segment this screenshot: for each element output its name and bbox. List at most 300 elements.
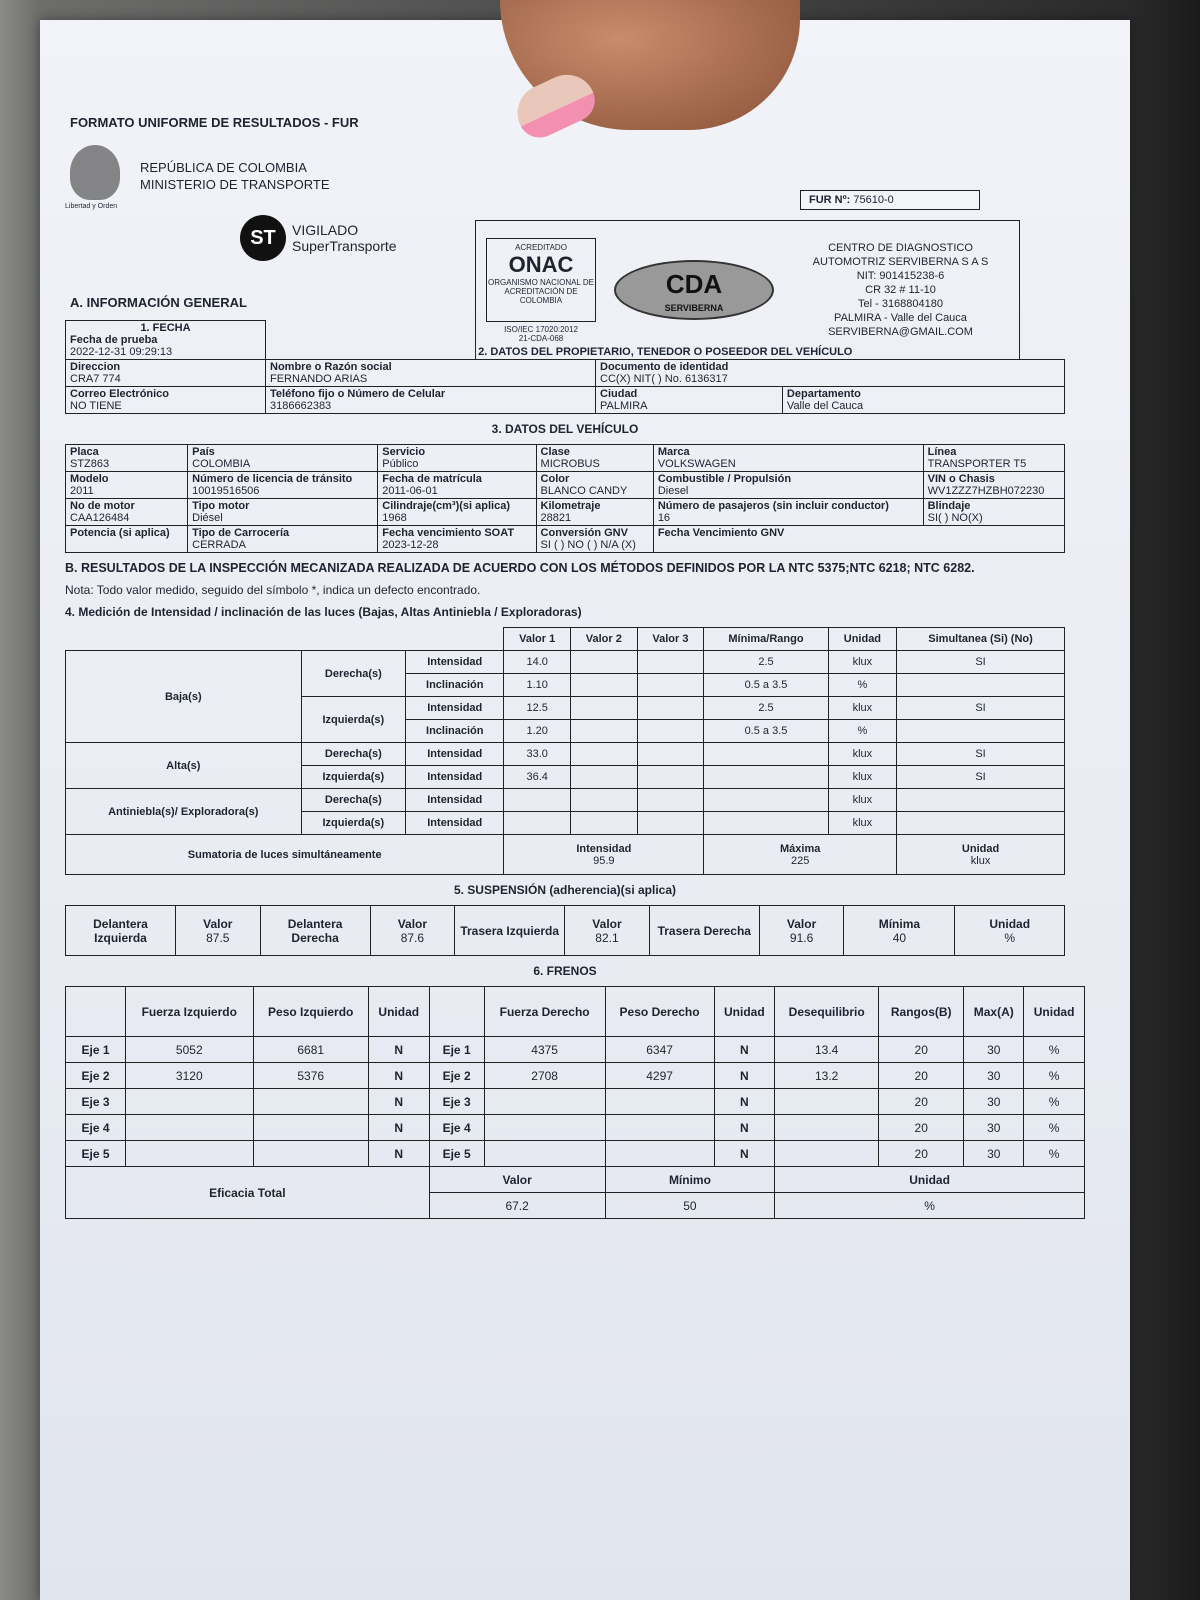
- brake-weight-right: 4297: [605, 1063, 714, 1089]
- light-minimum: [704, 789, 828, 812]
- vehicle-field-value: SI ( ) NO ( ) N/A (X): [540, 539, 636, 551]
- brake-range: 20: [879, 1089, 964, 1115]
- brake-axle-label: Eje 4: [66, 1115, 126, 1141]
- suspension-min-label: Mínima: [878, 916, 921, 931]
- table-cell: [66, 987, 126, 1037]
- light-measure: Intensidad: [406, 812, 504, 835]
- correo-value: NO TIENE: [70, 400, 122, 412]
- sum-unit-value: klux: [970, 854, 991, 867]
- light-valor2: [571, 766, 638, 789]
- brake-header: Unidad: [714, 987, 775, 1037]
- vehicle-field-label: Combustible / Propulsión: [657, 473, 792, 485]
- brake-weight-left: [253, 1141, 368, 1167]
- vehicle-field: [536, 526, 653, 553]
- fur-number-box: [800, 190, 980, 210]
- suspension-valor-label: Valor: [592, 916, 622, 931]
- light-valor1: [504, 789, 571, 812]
- table-row: [66, 835, 1065, 875]
- center-line: NIT: 901415238-6: [856, 270, 945, 282]
- ciudad-label: Ciudad: [600, 388, 638, 400]
- ministry-text: MINISTERIO DE TRANSPORTE: [140, 177, 330, 192]
- vehicle-field: [536, 472, 653, 499]
- light-valor1: 14.0: [504, 651, 571, 674]
- onac-code: 21-CDA-068: [518, 333, 564, 343]
- table-row: [66, 1037, 1085, 1063]
- vehicle-field-value: 2011-06-01: [382, 485, 438, 497]
- brake-header: Peso Derecho: [605, 987, 714, 1037]
- vehicle-field-label: País: [192, 446, 215, 458]
- light-unit: %: [828, 674, 896, 697]
- nombre-label: Nombre o Razón social: [270, 361, 392, 373]
- light-measure: Inclinación: [406, 674, 504, 697]
- light-measure: Intensidad: [406, 697, 504, 720]
- brake-max: 30: [964, 1037, 1024, 1063]
- vehicle-field-label: Cilindraje(cm³)(si aplica): [382, 500, 511, 512]
- brake-imbalance: [775, 1089, 879, 1115]
- table-row: [66, 987, 1085, 1037]
- suspension-unit: %: [1004, 930, 1016, 945]
- brake-percent-unit: %: [1024, 1141, 1085, 1167]
- vehicle-field: [66, 499, 188, 526]
- brake-unit: N: [714, 1115, 775, 1141]
- light-unit: klux: [828, 789, 896, 812]
- vehicle-field: [378, 526, 536, 553]
- brake-unit: N: [714, 1089, 775, 1115]
- suspension-table: [65, 905, 1105, 956]
- lights-header: Unidad: [828, 628, 896, 651]
- light-side: Derecha(s): [301, 651, 406, 697]
- light-valor3: [637, 766, 704, 789]
- light-measure: Inclinación: [406, 720, 504, 743]
- suspension-value: [370, 906, 455, 956]
- brake-unit: N: [368, 1037, 429, 1063]
- direccion-value: CRA7 774: [70, 373, 121, 385]
- st-logo-icon: ST: [240, 215, 286, 261]
- suspension-value: [565, 906, 650, 956]
- direccion-label: Direccion: [70, 361, 121, 373]
- brake-header: Unidad: [368, 987, 429, 1037]
- table-row: [66, 1063, 1085, 1089]
- vehicle-field-label: Marca: [657, 446, 690, 458]
- vehicle-field: [378, 499, 536, 526]
- light-valor2: [571, 720, 638, 743]
- vehicle-field-value: STZ863: [70, 458, 110, 470]
- suspension-position: Delantera Izquierda: [66, 906, 176, 956]
- light-valor1: 33.0: [504, 743, 571, 766]
- light-measure: Intensidad: [406, 766, 504, 789]
- vehicle-field: [188, 526, 378, 553]
- table-row: [66, 1167, 1085, 1193]
- brake-force-right: [484, 1141, 605, 1167]
- fecha-label: Fecha de prueba: [70, 334, 158, 346]
- light-group: Antiniebla(s)/ Exploradora(s): [66, 789, 302, 835]
- vehicle-field-label: Color: [540, 473, 570, 485]
- cda-logo-text: CDA: [665, 269, 723, 299]
- table-row: [66, 445, 1065, 472]
- table-cell: [66, 628, 504, 651]
- suspension-valor: 87.5: [206, 930, 230, 945]
- vehicle-field: [653, 499, 923, 526]
- brake-weight-left: 6681: [253, 1037, 368, 1063]
- owner-section-title: 2. DATOS DEL PROPIETARIO, TENEDOR O POSEEDOR DEL VEHÍCULO: [478, 346, 853, 358]
- brake-force-right: [484, 1115, 605, 1141]
- light-unit: klux: [828, 651, 896, 674]
- vehicle-field-label: No de motor: [70, 500, 135, 512]
- documento-value: CC(X) NIT( ) No. 6136317: [600, 373, 728, 385]
- lights-header: Valor 2: [571, 628, 638, 651]
- light-simultaneous: [897, 674, 1065, 697]
- brake-range: 20: [879, 1037, 964, 1063]
- vehicle-field-label: Número de pasajeros (sin incluir conductor): [657, 500, 889, 512]
- center-line: CR 32 # 11-10: [865, 284, 936, 296]
- eficacia-total-label: Eficacia Total: [66, 1167, 430, 1219]
- vehicle-field-value: Público: [382, 458, 419, 470]
- light-measure: Intensidad: [406, 743, 504, 766]
- light-unit: %: [828, 720, 896, 743]
- vehicle-field: [188, 499, 378, 526]
- brake-weight-right: [605, 1115, 714, 1141]
- light-valor3: [637, 697, 704, 720]
- vehicle-field-label: Tipo motor: [192, 500, 250, 512]
- suspension-position: Trasera Derecha: [649, 906, 759, 956]
- lights-section-title: 4. Medición de Intensidad / inclinación de las luces (Bajas, Altas Antiniebla / Exploradoras): [65, 605, 582, 619]
- light-measure: Intensidad: [406, 789, 504, 812]
- vehicle-field-value: 28821: [540, 512, 572, 524]
- light-valor3: [637, 743, 704, 766]
- light-simultaneous: SI: [897, 743, 1065, 766]
- light-minimum: [704, 812, 828, 835]
- sum-max-label: Máxima: [780, 842, 821, 855]
- brakes-table: [65, 986, 1105, 1219]
- light-valor3: [637, 720, 704, 743]
- light-simultaneous: SI: [897, 697, 1065, 720]
- brake-force-left: 3120: [126, 1063, 254, 1089]
- brake-imbalance: [775, 1115, 879, 1141]
- suspension-section-title: 5. SUSPENSIÓN (adherencia)(si aplica): [453, 883, 677, 897]
- brake-weight-left: 5376: [253, 1063, 368, 1089]
- general-info: [65, 320, 1105, 414]
- vehicle-field: [536, 499, 653, 526]
- brake-range: 20: [879, 1063, 964, 1089]
- onac-acreditado: ACREDITADO: [515, 242, 567, 252]
- table-row: [66, 1141, 1085, 1167]
- light-group: Alta(s): [66, 743, 302, 789]
- light-minimum: 0.5 a 3.5: [704, 720, 828, 743]
- fecha-title: 1. FECHA: [140, 322, 191, 334]
- vehicle-field-value: MICROBUS: [540, 458, 600, 470]
- table-row: [66, 499, 1065, 526]
- light-minimum: [704, 743, 828, 766]
- vehicle-field-label: Conversión GNV: [540, 527, 628, 539]
- nombre-value: FERNANDO ARIAS: [270, 373, 368, 385]
- brake-header: Peso Izquierdo: [253, 987, 368, 1037]
- light-simultaneous: SI: [897, 766, 1065, 789]
- ciudad-value: PALMIRA: [600, 400, 648, 412]
- light-minimum: 2.5: [704, 697, 828, 720]
- suspension-value: [759, 906, 844, 956]
- light-side: Derecha(s): [301, 743, 406, 766]
- light-simultaneous: [897, 812, 1065, 835]
- vehicle-field-label: Tipo de Carrocería: [192, 527, 290, 539]
- vehicle-field-value: WV1ZZZ7HZBH072230: [927, 485, 1045, 497]
- form-body: [65, 320, 1105, 1227]
- correo-label: Correo Electrónico: [70, 388, 170, 400]
- lights-table: [65, 627, 1105, 875]
- vehicle-field-label: Fecha Vencimiento GNV: [657, 527, 785, 539]
- telefono-value: 3186662383: [270, 400, 332, 412]
- sum-intensity: [504, 835, 704, 875]
- lights-header: Valor 1: [504, 628, 571, 651]
- vehicle-field-value: TRANSPORTER T5: [927, 458, 1027, 470]
- vehicle-field: [653, 445, 923, 472]
- suspension-valor-label: Valor: [397, 916, 428, 931]
- brake-force-left: [126, 1141, 254, 1167]
- vehicle-field-value: 10019516506: [192, 485, 260, 497]
- sum-label: Sumatoria de luces simultáneamente: [66, 835, 504, 875]
- light-unit: klux: [828, 743, 896, 766]
- fecha-value: 2022-12-31 09:29:13: [70, 346, 173, 358]
- table-row: [66, 526, 1065, 553]
- light-unit: klux: [828, 812, 896, 835]
- vehicle-field-label: Modelo: [70, 473, 109, 485]
- onac-name: ONAC: [508, 251, 574, 277]
- results-note: Nota: Todo valor medido, seguido del símbolo *, indica un defecto encontrado.: [65, 583, 481, 597]
- brake-unit: N: [714, 1063, 775, 1089]
- table-row: [66, 1115, 1085, 1141]
- brake-imbalance: 13.4: [775, 1037, 879, 1063]
- table-row: [66, 651, 1065, 674]
- form-header-ministry: [140, 160, 330, 194]
- fur-label: FUR Nº:: [809, 194, 851, 206]
- light-simultaneous: SI: [897, 651, 1065, 674]
- vehicle-section-title: 3. DATOS DEL VEHÍCULO: [491, 422, 639, 436]
- brake-force-left: [126, 1089, 254, 1115]
- vehicle-field: [378, 445, 536, 472]
- light-valor3: [637, 789, 704, 812]
- light-valor3: [637, 674, 704, 697]
- light-group: Baja(s): [66, 651, 302, 743]
- brake-weight-right: [605, 1089, 714, 1115]
- brake-imbalance: [775, 1141, 879, 1167]
- light-side: Izquierda(s): [301, 697, 406, 743]
- brake-axle-label: Eje 5: [66, 1141, 126, 1167]
- fur-number: 75610-0: [853, 194, 894, 206]
- vehicle-field-value: 2011: [70, 485, 94, 497]
- brake-weight-left: [253, 1115, 368, 1141]
- table-row: [66, 906, 1065, 956]
- sum-max: [704, 835, 897, 875]
- eficacia-minimo-label: Mínimo: [605, 1167, 775, 1193]
- center-line: CENTRO DE DIAGNOSTICO: [828, 242, 973, 254]
- vehicle-field-value: BLANCO CANDY: [540, 485, 628, 497]
- brake-force-right: 2708: [484, 1063, 605, 1089]
- telefono-label: Teléfono fijo o Número de Celular: [270, 388, 446, 400]
- table-row: [66, 628, 1065, 651]
- brake-axle-label: Eje 4: [429, 1115, 484, 1141]
- table-row: [66, 472, 1065, 499]
- table-row: [66, 1089, 1085, 1115]
- lights-header: Valor 3: [637, 628, 704, 651]
- light-minimum: [704, 766, 828, 789]
- table-row: [66, 743, 1065, 766]
- light-valor1: 36.4: [504, 766, 571, 789]
- vehicle-field: [536, 445, 653, 472]
- suspension-unit: [955, 906, 1065, 956]
- inspection-form-paper: [40, 20, 1130, 1600]
- vehicle-field-value: Diesel: [657, 485, 689, 497]
- onac-org: ORGANISMO NACIONAL DE ACREDITACIÓN DE COLOMBIA: [488, 277, 594, 305]
- suspension-valor-label: Valor: [786, 916, 817, 931]
- brake-header: Unidad: [1024, 987, 1085, 1037]
- vehicle-field-label: Placa: [70, 446, 99, 458]
- brake-weight-left: [253, 1089, 368, 1115]
- light-valor1: 1.20: [504, 720, 571, 743]
- colombia-coat-of-arms-seal: [70, 145, 120, 200]
- vehicle-field: [188, 472, 378, 499]
- brake-axle-label: Eje 5: [429, 1141, 484, 1167]
- vehicle-field: [378, 472, 536, 499]
- vehicle-field-label: VIN o Chasis: [927, 473, 995, 485]
- center-line: AUTOMOTRIZ SERVIBERNA S A S: [812, 256, 989, 268]
- suspension-valor: 82.1: [595, 930, 619, 945]
- vehicle-field-value: CAA126484: [70, 512, 130, 524]
- brake-force-left: [126, 1115, 254, 1141]
- light-valor1: 1.10: [504, 674, 571, 697]
- sum-unit-label: Unidad: [961, 842, 1000, 855]
- brake-unit: N: [368, 1115, 429, 1141]
- vehicle-field: [188, 445, 378, 472]
- vigilado-text: VIGILADO: [292, 222, 359, 238]
- center-line: PALMIRA - Valle del Cauca: [834, 312, 967, 324]
- center-line: Tel - 3168804180: [857, 298, 943, 310]
- sum-intensity-value: 95.9: [593, 854, 615, 867]
- vehicle-field: [66, 445, 188, 472]
- vehicle-field-label: Kilometraje: [540, 500, 601, 512]
- light-valor1: 12.5: [504, 697, 571, 720]
- vehicle-field-label: Fecha de matrícula: [382, 473, 482, 485]
- vehicle-field: [66, 472, 188, 499]
- suspension-position: Delantera Derecha: [260, 906, 370, 956]
- suspension-valor: 87.6: [400, 930, 425, 945]
- brake-weight-right: 6347: [605, 1037, 714, 1063]
- brake-axle-label: Eje 1: [66, 1037, 126, 1063]
- form-header: [70, 115, 359, 132]
- brake-max: 30: [964, 1089, 1024, 1115]
- departamento-value: Valle del Cauca: [786, 400, 864, 412]
- supertransporte-text: SuperTransporte: [292, 238, 397, 254]
- brake-percent-unit: %: [1024, 1063, 1085, 1089]
- vehicle-field-label: Blindaje: [927, 500, 971, 512]
- brake-range: 20: [879, 1141, 964, 1167]
- suspension-minimum: [844, 906, 955, 956]
- light-valor2: [571, 812, 638, 835]
- brake-header: Desequilibrio: [775, 987, 879, 1037]
- light-measure: Intensidad: [406, 651, 504, 674]
- brakes-section-title: 6. FRENOS: [533, 964, 597, 978]
- brake-axle-label: Eje 2: [429, 1063, 484, 1089]
- brake-unit: N: [714, 1037, 775, 1063]
- vehicle-field-label: Número de licencia de tránsito: [192, 473, 353, 485]
- light-side: Izquierda(s): [301, 812, 406, 835]
- cda-serviberna-logo: [614, 260, 774, 320]
- onac-iso: ISO/IEC 17020:2012: [504, 324, 578, 334]
- brake-axle-label: Eje 3: [66, 1089, 126, 1115]
- light-valor3: [637, 651, 704, 674]
- vehicle-field-label: Fecha vencimiento SOAT: [382, 527, 515, 539]
- sum-max-value: 225: [791, 854, 810, 867]
- supertransporte-logo: [240, 215, 397, 261]
- seal-motto: Libertad y Orden: [65, 203, 118, 210]
- table-cell: [429, 987, 484, 1037]
- lights-header: Mínima/Rango: [704, 628, 828, 651]
- vehicle-field-value: 16: [657, 512, 671, 524]
- suspension-valor: 91.6: [789, 930, 814, 945]
- eficacia-unidad-label: Unidad: [775, 1167, 1085, 1193]
- form-title: FORMATO UNIFORME DE RESULTADOS - FUR: [70, 115, 359, 130]
- vehicle-field-value: CERRADA: [192, 539, 246, 551]
- brake-axle-label: Eje 1: [429, 1037, 484, 1063]
- brake-unit: N: [368, 1063, 429, 1089]
- suspension-valor-label: Valor: [203, 916, 233, 931]
- vehicle-field-value: COLOMBIA: [192, 458, 251, 470]
- brake-max: 30: [964, 1141, 1024, 1167]
- light-side: Derecha(s): [301, 789, 406, 812]
- sum-intensity-label: Intensidad: [576, 842, 632, 855]
- brake-percent-unit: %: [1024, 1089, 1085, 1115]
- vehicle-field: [653, 526, 1064, 553]
- vehicle-field-value: SI( ) NO(X): [927, 512, 983, 524]
- light-simultaneous: [897, 789, 1065, 812]
- light-valor2: [571, 674, 638, 697]
- vehicle-field: [923, 499, 1064, 526]
- light-valor2: [571, 789, 638, 812]
- light-side: Izquierda(s): [301, 766, 406, 789]
- vehicle-field-label: Potencia (si aplica): [70, 527, 170, 539]
- brake-force-left: 5052: [126, 1037, 254, 1063]
- section-a-title: A. INFORMACIÓN GENERAL: [70, 295, 247, 310]
- vehicle-data: [65, 444, 1105, 553]
- brake-header: Max(A): [964, 987, 1024, 1037]
- light-valor2: [571, 743, 638, 766]
- brake-header: Rangos(B): [879, 987, 964, 1037]
- light-minimum: 0.5 a 3.5: [704, 674, 828, 697]
- center-line: SERVIBERNA@GMAIL.COM: [828, 326, 973, 338]
- lights-header: Simultanea (Si) (No): [897, 628, 1065, 651]
- vehicle-field: [923, 445, 1064, 472]
- light-valor2: [571, 651, 638, 674]
- brake-max: 30: [964, 1115, 1024, 1141]
- vehicle-field-label: Servicio: [382, 446, 426, 458]
- republic-text: REPÚBLICA DE COLOMBIA: [140, 160, 307, 175]
- documento-label: Documento de identidad: [600, 361, 729, 373]
- vehicle-field-value: 2023-12-28: [382, 539, 439, 551]
- light-unit: klux: [828, 697, 896, 720]
- brake-axle-label: Eje 2: [66, 1063, 126, 1089]
- brake-max: 30: [964, 1063, 1024, 1089]
- cda-logo-sub: SERVIBERNA: [664, 303, 724, 313]
- light-valor3: [637, 812, 704, 835]
- brake-weight-right: [605, 1141, 714, 1167]
- suspension-position: Trasera Izquierda: [455, 906, 565, 956]
- brake-header: Fuerza Izquierdo: [126, 987, 254, 1037]
- brake-percent-unit: %: [1024, 1115, 1085, 1141]
- vehicle-field: [66, 526, 188, 553]
- brake-unit: N: [368, 1141, 429, 1167]
- suspension-min: 40: [892, 930, 907, 945]
- brake-force-right: 4375: [484, 1037, 605, 1063]
- brake-imbalance: 13.2: [775, 1063, 879, 1089]
- vehicle-field: [923, 472, 1064, 499]
